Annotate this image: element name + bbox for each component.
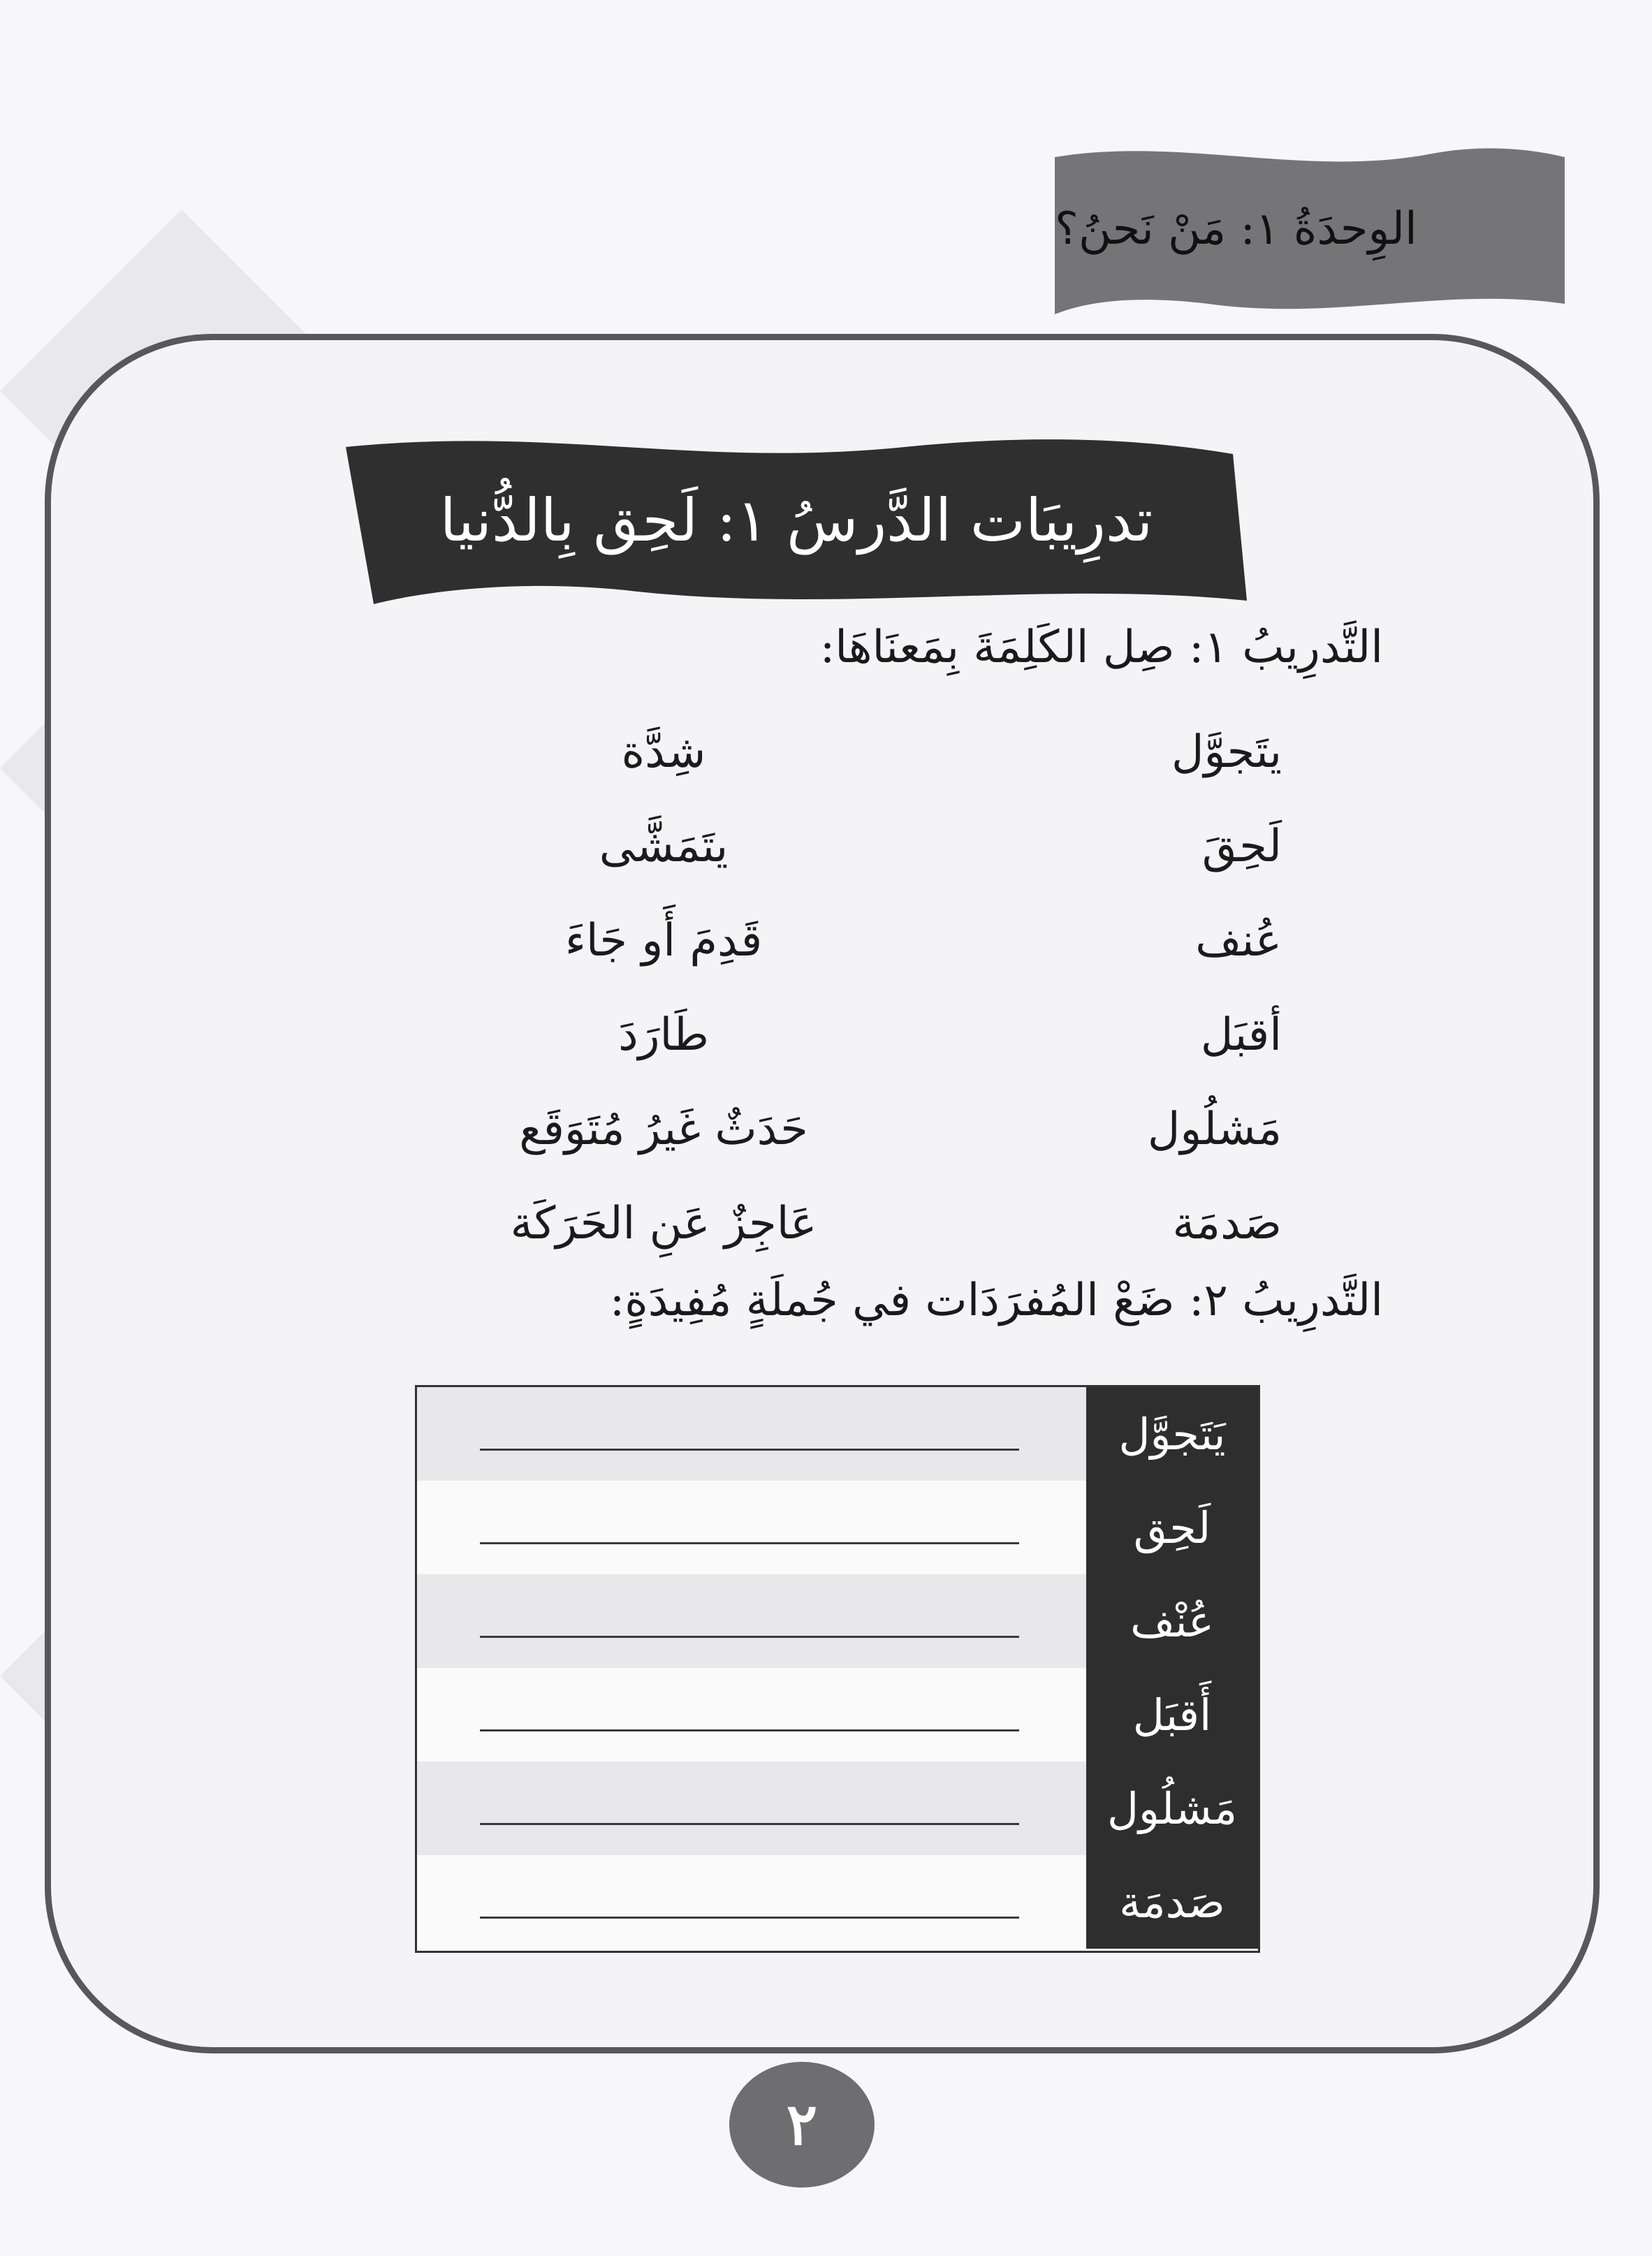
match-word[interactable]: يتَجوَّل — [1171, 726, 1282, 778]
match-meaning[interactable]: يتَمَشَّى — [599, 821, 729, 872]
answer-line[interactable] — [480, 1636, 1019, 1638]
vocab-word: لَحِق — [1086, 1481, 1258, 1574]
match-word[interactable]: أقبَل — [1200, 1009, 1282, 1061]
match-row — [0, 1177, 1652, 1271]
vocab-word: يَتَجوَّل — [1086, 1387, 1258, 1481]
vocab-word: صَدمَة — [1086, 1855, 1258, 1949]
exercise-2-heading: التَّدرِيبُ ٢: ضَعْ المُفرَدَات في جُملَةٍ مُفِيدَةٍ: — [609, 1275, 1383, 1326]
answer-line[interactable] — [480, 1729, 1019, 1731]
exercise-1-heading: التَّدرِيبُ ١: صِل الكَلِمَةَ بِمَعنَاهَا: — [819, 622, 1383, 673]
match-row — [0, 988, 1652, 1083]
unit-banner — [1055, 136, 1565, 321]
lesson-banner — [346, 426, 1247, 615]
table-row — [417, 1574, 1258, 1668]
match-row — [0, 800, 1652, 894]
match-word[interactable]: عُنف — [1195, 915, 1282, 967]
match-meaning[interactable]: شِدَّة — [621, 726, 706, 778]
match-meaning[interactable]: قَدِمَ أَو جَاءَ — [564, 915, 763, 967]
match-row — [0, 705, 1652, 800]
table-row — [417, 1761, 1258, 1855]
vocab-word: عُنْف — [1086, 1574, 1258, 1668]
match-word[interactable]: صَدمَة — [1172, 1198, 1282, 1250]
match-meaning[interactable]: عَاجِزٌ عَنِ الحَرَكَة — [510, 1198, 817, 1250]
page-number: ٢ — [729, 2062, 875, 2188]
vocab-word: أَقبَل — [1086, 1668, 1258, 1761]
matching-list — [0, 705, 1652, 1250]
table-row — [417, 1668, 1258, 1761]
match-meaning[interactable]: طَارَدَ — [618, 1009, 709, 1061]
answer-line[interactable] — [480, 1917, 1019, 1919]
match-row — [0, 1083, 1652, 1177]
vocab-word: مَشلُول — [1086, 1761, 1258, 1855]
table-row — [417, 1481, 1258, 1574]
lesson-title: تدرِيبَات الدَّرسُ ١: لَحِق بِالدُّنيا — [439, 486, 1153, 555]
match-word[interactable]: مَشلُول — [1147, 1104, 1282, 1155]
answer-line[interactable] — [480, 1449, 1019, 1451]
unit-title: الوِحدَةُ ١: مَنْ نَحنُ؟ — [1055, 203, 1417, 255]
match-word[interactable]: لَحِقَ — [1201, 821, 1282, 872]
answer-line[interactable] — [480, 1542, 1019, 1544]
table-row — [417, 1855, 1258, 1949]
answer-line[interactable] — [480, 1823, 1019, 1825]
match-row — [0, 894, 1652, 988]
match-meaning[interactable]: حَدَثٌ غَيرُ مُتَوَقَع — [519, 1104, 808, 1155]
table-row — [417, 1387, 1258, 1481]
vocab-table — [415, 1385, 1260, 1953]
